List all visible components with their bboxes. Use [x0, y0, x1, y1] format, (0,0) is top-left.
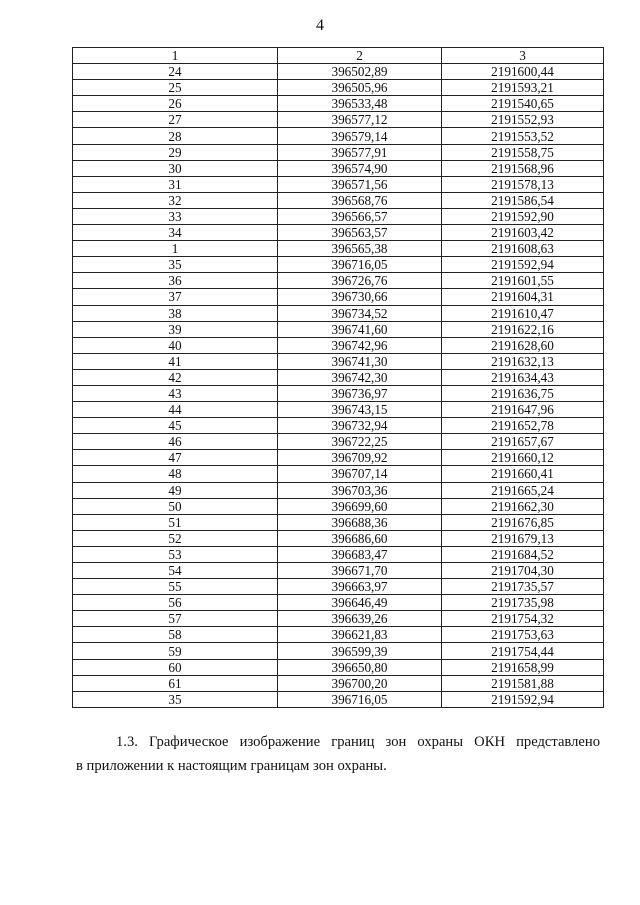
table-row — [73, 305, 604, 321]
table-row — [73, 450, 604, 466]
point-number-cell: 45 — [73, 418, 278, 434]
x-coordinate-cell: 396741,30 — [278, 353, 442, 369]
page-number: 4 — [316, 17, 324, 34]
table-row — [73, 595, 604, 611]
x-coordinate-cell: 396650,80 — [278, 659, 442, 675]
y-coordinate-cell: 2191552,93 — [442, 112, 604, 128]
table-row — [73, 80, 604, 96]
y-coordinate-cell: 2191662,30 — [442, 498, 604, 514]
y-coordinate-cell: 2191753,63 — [442, 627, 604, 643]
table-row — [73, 514, 604, 530]
x-coordinate-cell: 396577,91 — [278, 144, 442, 160]
y-coordinate-cell: 2191634,43 — [442, 369, 604, 385]
point-number-cell: 30 — [73, 160, 278, 176]
x-coordinate-cell: 396742,30 — [278, 369, 442, 385]
y-coordinate-cell: 2191592,94 — [442, 691, 604, 707]
point-number-cell: 26 — [73, 96, 278, 112]
point-number-cell: 41 — [73, 353, 278, 369]
y-coordinate-cell: 2191704,30 — [442, 563, 604, 579]
x-coordinate-cell: 396741,60 — [278, 321, 442, 337]
x-coordinate-cell: 396699,60 — [278, 498, 442, 514]
y-coordinate-cell: 2191586,54 — [442, 192, 604, 208]
y-coordinate-cell: 2191636,75 — [442, 385, 604, 401]
x-coordinate-cell: 396722,25 — [278, 434, 442, 450]
table-row — [73, 192, 604, 208]
point-number-cell: 37 — [73, 289, 278, 305]
x-coordinate-cell: 396730,66 — [278, 289, 442, 305]
point-number-cell: 53 — [73, 546, 278, 562]
y-coordinate-cell: 2191581,88 — [442, 675, 604, 691]
table-row — [73, 482, 604, 498]
x-coordinate-cell: 396732,94 — [278, 418, 442, 434]
point-number-cell: 34 — [73, 225, 278, 241]
point-number-cell: 31 — [73, 176, 278, 192]
x-coordinate-cell: 396716,05 — [278, 257, 442, 273]
point-number-cell: 32 — [73, 192, 278, 208]
x-coordinate-cell: 396646,49 — [278, 595, 442, 611]
y-coordinate-cell: 2191679,13 — [442, 530, 604, 546]
section-note-1-3 — [76, 730, 600, 778]
point-number-cell: 42 — [73, 369, 278, 385]
table-row — [73, 659, 604, 675]
y-coordinate-cell: 2191558,75 — [442, 144, 604, 160]
y-coordinate-cell: 2191553,52 — [442, 128, 604, 144]
point-number-cell: 36 — [73, 273, 278, 289]
point-number-cell: 55 — [73, 579, 278, 595]
table-row — [73, 546, 604, 562]
x-coordinate-cell: 396563,57 — [278, 225, 442, 241]
table-row — [73, 225, 604, 241]
table-row — [73, 273, 604, 289]
table-row — [73, 241, 604, 257]
table-row — [73, 675, 604, 691]
column-header-y: 3 — [442, 48, 604, 64]
x-coordinate-cell: 396686,60 — [278, 530, 442, 546]
x-coordinate-cell: 396742,96 — [278, 337, 442, 353]
point-number-cell: 56 — [73, 595, 278, 611]
table-row — [73, 128, 604, 144]
table-row — [73, 434, 604, 450]
x-coordinate-cell: 396577,12 — [278, 112, 442, 128]
point-number-cell: 33 — [73, 208, 278, 224]
point-number-cell: 27 — [73, 112, 278, 128]
y-coordinate-cell: 2191592,90 — [442, 208, 604, 224]
table-row — [73, 96, 604, 112]
y-coordinate-cell: 2191754,44 — [442, 643, 604, 659]
table-row — [73, 498, 604, 514]
table-header-row — [73, 48, 604, 64]
note-line-2: в приложении к настоящим границам зон охраны. — [76, 758, 387, 774]
x-coordinate-cell: 396599,39 — [278, 643, 442, 659]
point-number-cell: 43 — [73, 385, 278, 401]
point-number-cell: 39 — [73, 321, 278, 337]
point-number-cell: 25 — [73, 80, 278, 96]
coordinates-table — [72, 47, 604, 708]
y-coordinate-cell: 2191657,67 — [442, 434, 604, 450]
table-row — [73, 257, 604, 273]
table-row — [73, 691, 604, 707]
x-coordinate-cell: 396734,52 — [278, 305, 442, 321]
point-number-cell: 35 — [73, 691, 278, 707]
table-row — [73, 64, 604, 80]
table-row — [73, 160, 604, 176]
y-coordinate-cell: 2191600,44 — [442, 64, 604, 80]
x-coordinate-cell: 396700,20 — [278, 675, 442, 691]
point-number-cell: 40 — [73, 337, 278, 353]
y-coordinate-cell: 2191628,60 — [442, 337, 604, 353]
table-row — [73, 321, 604, 337]
y-coordinate-cell: 2191608,63 — [442, 241, 604, 257]
y-coordinate-cell: 2191604,31 — [442, 289, 604, 305]
x-coordinate-cell: 396568,76 — [278, 192, 442, 208]
column-header-point: 1 — [73, 48, 278, 64]
x-coordinate-cell: 396505,96 — [278, 80, 442, 96]
point-number-cell: 44 — [73, 402, 278, 418]
table-row — [73, 289, 604, 305]
x-coordinate-cell: 396716,05 — [278, 691, 442, 707]
table-body — [73, 48, 604, 708]
table-row — [73, 144, 604, 160]
point-number-cell: 48 — [73, 466, 278, 482]
y-coordinate-cell: 2191652,78 — [442, 418, 604, 434]
point-number-cell: 49 — [73, 482, 278, 498]
y-coordinate-cell: 2191592,94 — [442, 257, 604, 273]
x-coordinate-cell: 396726,76 — [278, 273, 442, 289]
y-coordinate-cell: 2191647,96 — [442, 402, 604, 418]
point-number-cell: 52 — [73, 530, 278, 546]
point-number-cell: 51 — [73, 514, 278, 530]
table-row — [73, 530, 604, 546]
table-row — [73, 627, 604, 643]
y-coordinate-cell: 2191568,96 — [442, 160, 604, 176]
table-row — [73, 112, 604, 128]
point-number-cell: 59 — [73, 643, 278, 659]
point-number-cell: 50 — [73, 498, 278, 514]
y-coordinate-cell: 2191684,52 — [442, 546, 604, 562]
table-row — [73, 579, 604, 595]
x-coordinate-cell: 396533,48 — [278, 96, 442, 112]
x-coordinate-cell: 396502,89 — [278, 64, 442, 80]
x-coordinate-cell: 396709,92 — [278, 450, 442, 466]
point-number-cell: 60 — [73, 659, 278, 675]
table-row — [73, 418, 604, 434]
x-coordinate-cell: 396566,57 — [278, 208, 442, 224]
x-coordinate-cell: 396579,14 — [278, 128, 442, 144]
x-coordinate-cell: 396736,97 — [278, 385, 442, 401]
y-coordinate-cell: 2191660,12 — [442, 450, 604, 466]
point-number-cell: 1 — [73, 241, 278, 257]
table-row — [73, 643, 604, 659]
table-row — [73, 563, 604, 579]
table-row — [73, 337, 604, 353]
y-coordinate-cell: 2191603,42 — [442, 225, 604, 241]
point-number-cell: 35 — [73, 257, 278, 273]
x-coordinate-cell: 396663,97 — [278, 579, 442, 595]
table-row — [73, 208, 604, 224]
x-coordinate-cell: 396671,70 — [278, 563, 442, 579]
x-coordinate-cell: 396683,47 — [278, 546, 442, 562]
point-number-cell: 61 — [73, 675, 278, 691]
y-coordinate-cell: 2191622,16 — [442, 321, 604, 337]
x-coordinate-cell: 396621,83 — [278, 627, 442, 643]
y-coordinate-cell: 2191754,32 — [442, 611, 604, 627]
point-number-cell: 46 — [73, 434, 278, 450]
table-row — [73, 176, 604, 192]
y-coordinate-cell: 2191601,55 — [442, 273, 604, 289]
point-number-cell: 28 — [73, 128, 278, 144]
y-coordinate-cell: 2191665,24 — [442, 482, 604, 498]
point-number-cell: 38 — [73, 305, 278, 321]
table-row — [73, 353, 604, 369]
x-coordinate-cell: 396688,36 — [278, 514, 442, 530]
x-coordinate-cell: 396743,15 — [278, 402, 442, 418]
y-coordinate-cell: 2191735,57 — [442, 579, 604, 595]
point-number-cell: 58 — [73, 627, 278, 643]
x-coordinate-cell: 396707,14 — [278, 466, 442, 482]
y-coordinate-cell: 2191676,85 — [442, 514, 604, 530]
point-number-cell: 54 — [73, 563, 278, 579]
y-coordinate-cell: 2191658,99 — [442, 659, 604, 675]
x-coordinate-cell: 396639,26 — [278, 611, 442, 627]
y-coordinate-cell: 2191540,65 — [442, 96, 604, 112]
point-number-cell: 47 — [73, 450, 278, 466]
table-row — [73, 611, 604, 627]
y-coordinate-cell: 2191610,47 — [442, 305, 604, 321]
y-coordinate-cell: 2191632,13 — [442, 353, 604, 369]
table-row — [73, 402, 604, 418]
y-coordinate-cell: 2191593,21 — [442, 80, 604, 96]
table-row — [73, 466, 604, 482]
x-coordinate-cell: 396565,38 — [278, 241, 442, 257]
point-number-cell: 57 — [73, 611, 278, 627]
column-header-x: 2 — [278, 48, 442, 64]
y-coordinate-cell: 2191660,41 — [442, 466, 604, 482]
x-coordinate-cell: 396574,90 — [278, 160, 442, 176]
x-coordinate-cell: 396571,56 — [278, 176, 442, 192]
table-row — [73, 369, 604, 385]
note-line-1: 1.3. Графическое изображение границ зон охраны ОКН представлено — [116, 734, 600, 750]
y-coordinate-cell: 2191735,98 — [442, 595, 604, 611]
point-number-cell: 29 — [73, 144, 278, 160]
point-number-cell: 24 — [73, 64, 278, 80]
table-row — [73, 385, 604, 401]
y-coordinate-cell: 2191578,13 — [442, 176, 604, 192]
x-coordinate-cell: 396703,36 — [278, 482, 442, 498]
